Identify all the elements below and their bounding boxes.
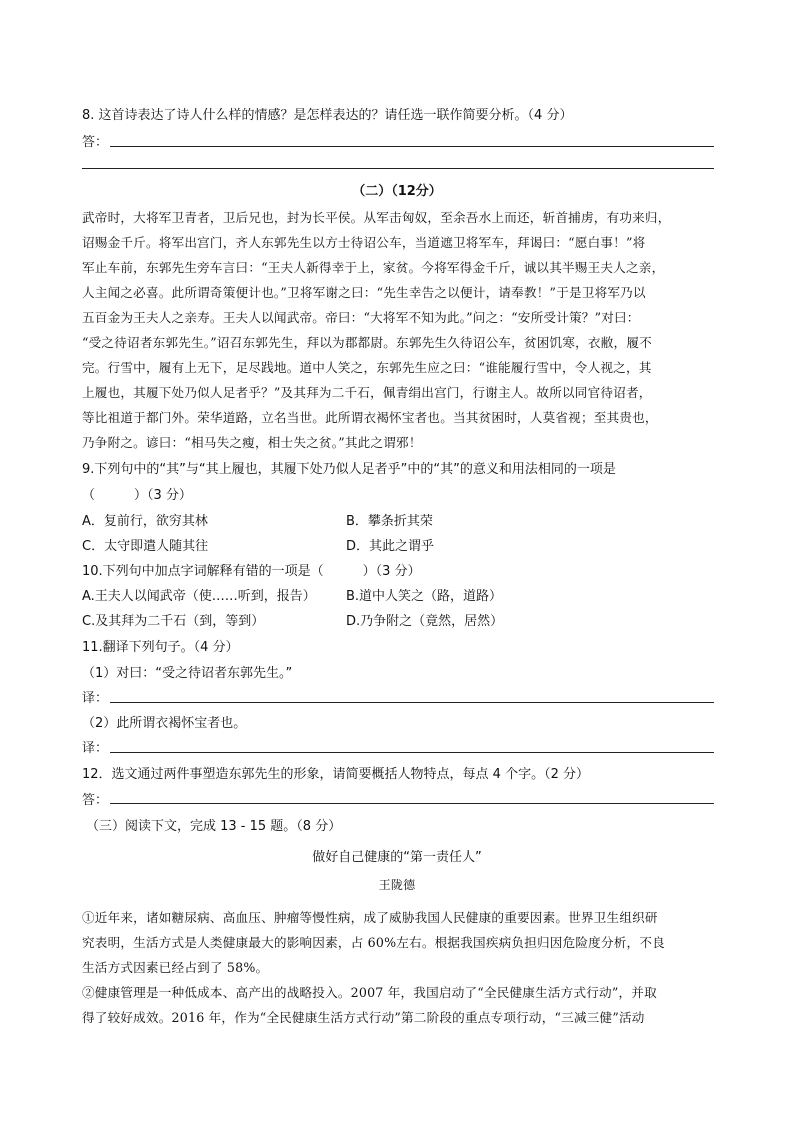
passage-line: 上履也，其履下处乃似人足者乎？”及其拜为二千石，佩青绢出宫门，行谢主人。故所以同官待诏者， bbox=[82, 385, 652, 400]
passage-line: 究表明，生活方式是人类健康最大的影响因素，占 60%左右。根据我国疾病负担归因危险度分析，不良 bbox=[82, 935, 665, 950]
passage-line: 诏赐金千斤。将军出宫门，齐人东郭先生以方士待诏公车，当道遮卫将军车，拜谒曰：“愿白事！”将 bbox=[82, 235, 646, 250]
question-11: 11.翻译下列句子。（4 分） bbox=[82, 640, 239, 655]
answer-line[interactable] bbox=[110, 146, 714, 147]
passage-line: 武帝时，大将军卫青者，卫后兄也，封为长平侯。从军击匈奴，至余吾水上而还，斩首捕虏，有功来归， bbox=[82, 210, 671, 225]
answer-label-8: 答： bbox=[82, 135, 109, 150]
passage-line: 得了较好成效。2016 年，作为“全民健康生活方式行动”第二阶段的重点专项行动，“三减三健”活动 bbox=[82, 1010, 645, 1025]
article-title: 做好自己健康的“第一责任人” bbox=[312, 850, 482, 865]
option-c[interactable]: C.及其拜为二千石（到，等到） bbox=[82, 614, 265, 629]
passage-line: 乃争附之。谚曰：“相马失之瘦，相士失之贫。”其此之谓邪！ bbox=[82, 435, 422, 450]
answer-line[interactable] bbox=[110, 702, 714, 703]
answer-blank[interactable]: （ ）（3 分） bbox=[82, 488, 192, 503]
sentence-1: （1）对曰：“受之待诏者东郭先生。” bbox=[82, 666, 293, 681]
question-8: 8. 这首诗表达了诗人什么样的情感？是怎样表达的？请任选一联作简要分析。（4 分） bbox=[82, 108, 573, 123]
passage-line: 军止车前，东郭先生旁车言曰：“王夫人新得幸于上，家贫。今将军得金千斤，诚以其半赐王夫人之亲， bbox=[82, 260, 665, 275]
question-9: 9.下列句中的“其”与“其上履也，其履下处乃似人足者乎”中的“其”的意义和用法相同的一项是 bbox=[82, 462, 616, 477]
option-c[interactable]: C．太守即遣人随其往 bbox=[82, 539, 209, 554]
article-author: 王陇德 bbox=[378, 878, 416, 892]
passage-line: 人主闻之必喜。此所谓奇策便计也。”卫将军谢之曰：“先生幸告之以便计，请奉教！”于是卫将军乃以 bbox=[82, 285, 646, 300]
answer-line[interactable] bbox=[82, 168, 714, 169]
passage-line: 五百金为王夫人之亲寿。王夫人以闻武帝。帝曰：“大将军不知为此。”问之：“安所受计策？”对曰： bbox=[82, 310, 640, 325]
option-d[interactable]: D.乃争附之（竟然，居然） bbox=[346, 614, 504, 629]
passage-line: 生活方式因素已经占到了 58%。 bbox=[82, 960, 269, 975]
option-b[interactable]: B.道中人笑之（路，道路） bbox=[346, 589, 503, 604]
option-d[interactable]: D．其此之谓乎 bbox=[346, 539, 435, 554]
section-intro: （三）阅读下文，完成 13 - 15 题。（8 分） bbox=[86, 819, 342, 834]
passage-line: ①近年来，诸如糖尿病、高血压、肿瘤等慢性病，成了威胁我国人民健康的重要因素。世界卫生组织研 bbox=[82, 910, 658, 925]
answer-line[interactable] bbox=[110, 803, 714, 804]
passage-line: 完。行雪中，履有上无下，足尽践地。道中人笑之，东郭先生应之曰：“谁能履行雪中，令人视之，其 bbox=[82, 360, 652, 375]
translate-label: 译： bbox=[82, 691, 109, 706]
question-10: 10.下列句中加点字词解释有错的一项是（ ）（3 分） bbox=[82, 564, 421, 579]
passage-line: ②健康管理是一种低成本、高产出的战略投入。2007 年，我国启动了“全民健康生活方式行动”，并取 bbox=[82, 985, 657, 1000]
answer-label-12: 答： bbox=[82, 793, 109, 808]
answer-line[interactable] bbox=[110, 752, 714, 753]
option-a[interactable]: A．复前行，欲穷其林 bbox=[82, 514, 208, 529]
passage-line: “受之待诏者东郭先生。”诏召东郭先生，拜以为郡都尉。东郭先生久待诏公车，贫困饥寒，衣敝，履不 bbox=[82, 335, 652, 350]
translate-label: 译： bbox=[82, 741, 109, 756]
question-12: 12．选文通过两件事塑造东郭先生的形象，请简要概括人物特点，每点 4 个字。（2 分） bbox=[82, 767, 589, 782]
option-a[interactable]: A.王夫人以闻武帝（使……听到，报告） bbox=[82, 589, 316, 604]
sentence-2: （2）此所谓衣褐怀宝者也。 bbox=[82, 716, 247, 731]
passage-line: 等比祖道于都门外。荣华道路，立名当世。此所谓衣褐怀宝者也。当其贫困时，人莫省视；至其贵也， bbox=[82, 410, 658, 425]
section-title: （二）（12分） bbox=[352, 184, 442, 199]
option-b[interactable]: B．攀条折其荣 bbox=[346, 514, 433, 529]
